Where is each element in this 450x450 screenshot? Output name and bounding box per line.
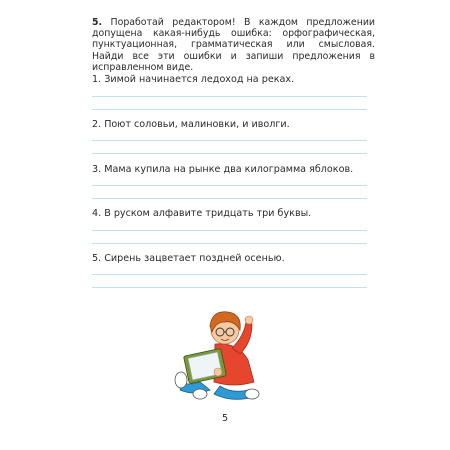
- writing-line[interactable]: [92, 230, 367, 231]
- sentence-2: 2. Поют соловьи, малиновки, и иволги.: [92, 119, 290, 130]
- page-number: 5: [221, 413, 229, 424]
- writing-line[interactable]: [92, 243, 367, 244]
- task-number: 5.: [92, 17, 103, 28]
- boy-with-tablet-illustration: [170, 302, 275, 402]
- writing-line[interactable]: [92, 109, 367, 110]
- sentence-3: 3. Мама купила на рынке два килограмма яблоков.: [92, 164, 354, 175]
- writing-line[interactable]: [92, 287, 367, 288]
- writing-line[interactable]: [92, 140, 367, 141]
- writing-line[interactable]: [92, 198, 367, 199]
- sentence-5: 5. Сирень зацветает поздней осенью.: [92, 253, 285, 264]
- sentence-4: 4. В руском алфавите тридцать три буквы.: [92, 208, 312, 219]
- task-text: Поработай редактором! В каждом предложении допущена какая-нибудь ошибка: орфографическая, пунктуационная, грамматическая или смысловая. Найди все эти ошибки и запиши предложения в исправленном виде.: [92, 17, 376, 73]
- writing-line[interactable]: [92, 96, 367, 97]
- task-instructions: [92, 17, 375, 73]
- writing-line[interactable]: [92, 274, 367, 275]
- sentence-1: 1. Зимой начинается ледоход на реках.: [92, 74, 295, 85]
- writing-line[interactable]: [92, 153, 367, 154]
- writing-line[interactable]: [92, 185, 367, 186]
